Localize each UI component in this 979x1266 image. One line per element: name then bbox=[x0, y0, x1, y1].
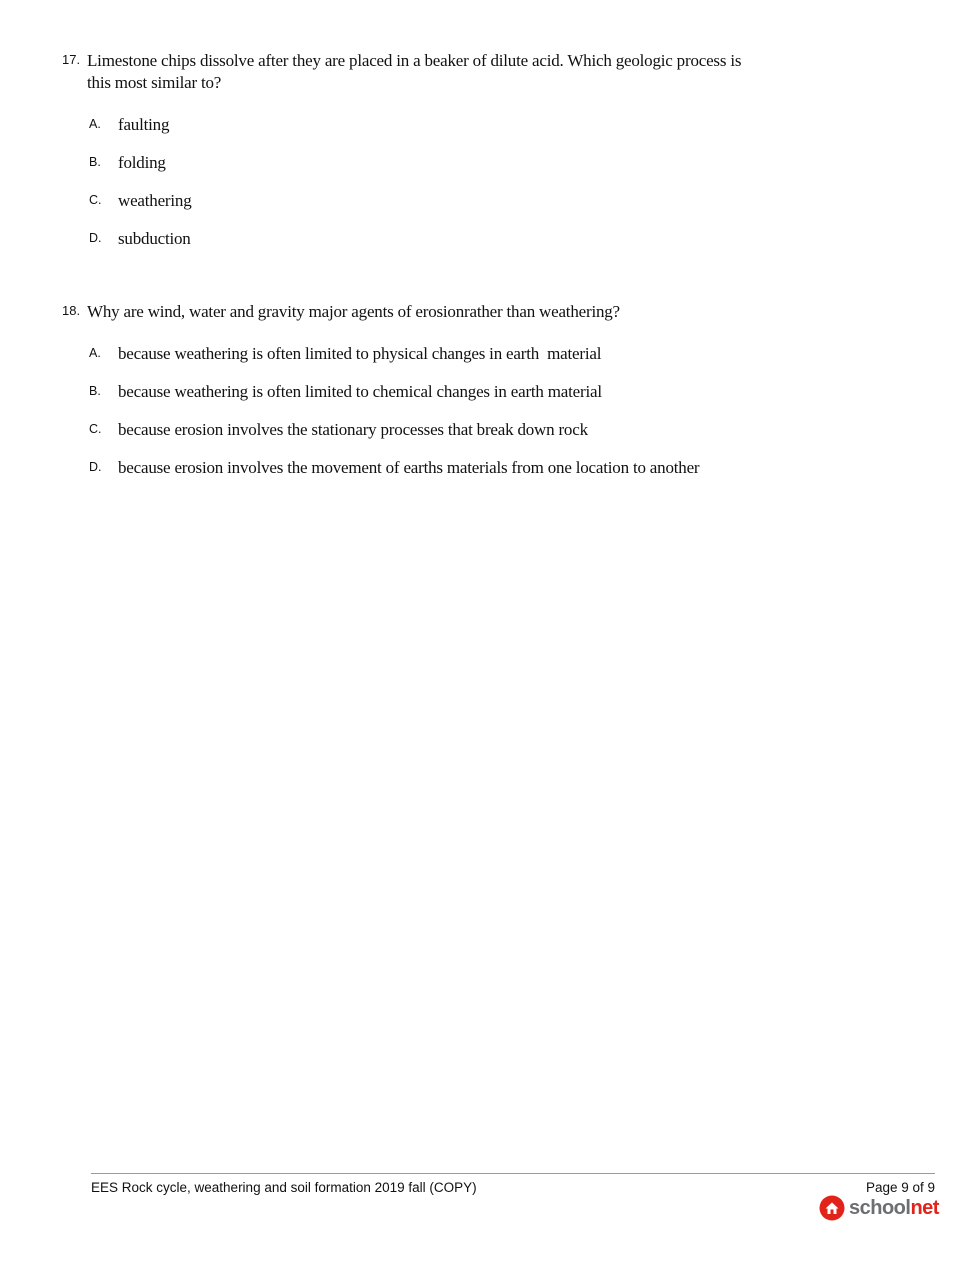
answer-option-a[interactable] bbox=[0, 117, 979, 141]
answer-option-c[interactable] bbox=[0, 193, 979, 217]
option-text: because erosion involves the stationary processes that break down rock bbox=[118, 420, 588, 439]
option-letter: D. bbox=[89, 460, 102, 474]
option-text: because weathering is often limited to chemical changes in earth material bbox=[118, 382, 602, 401]
footer-divider bbox=[91, 1173, 935, 1174]
question-number: 17. bbox=[62, 52, 81, 67]
logo-text-school: school bbox=[849, 1196, 911, 1219]
answer-option-a[interactable] bbox=[0, 346, 979, 370]
option-text: because erosion involves the movement of earths materials from one location to another bbox=[118, 458, 700, 477]
option-letter: A. bbox=[89, 346, 101, 360]
option-text: because weathering is often limited to physical changes in earth material bbox=[118, 344, 602, 363]
answer-option-d[interactable] bbox=[0, 460, 979, 484]
logo-text-net: net bbox=[910, 1196, 939, 1219]
option-text: faulting bbox=[118, 115, 170, 134]
question-text: Why are wind, water and gravity major agents of erosionrather than weathering? bbox=[87, 302, 620, 321]
option-letter: C. bbox=[89, 193, 102, 207]
question-number: 18. bbox=[62, 303, 81, 318]
schoolnet-logo bbox=[819, 1194, 939, 1222]
question-text: Limestone chips dissolve after they are placed in a beaker of dilute acid. Which geologic process is this most similar to? bbox=[87, 51, 742, 92]
answer-option-b[interactable] bbox=[0, 384, 979, 408]
option-letter: B. bbox=[89, 155, 101, 169]
option-text: weathering bbox=[118, 191, 192, 210]
logo-wordmark bbox=[849, 1197, 939, 1220]
option-letter: C. bbox=[89, 422, 102, 436]
option-letter: A. bbox=[89, 117, 101, 131]
footer-test-title: EES Rock cycle, weathering and soil formation 2019 fall (COPY) bbox=[91, 1180, 477, 1195]
answer-option-c[interactable] bbox=[0, 422, 979, 446]
page-indicator: Page 9 of 9 bbox=[865, 1180, 935, 1195]
option-text: subduction bbox=[118, 229, 191, 248]
house-icon bbox=[819, 1195, 845, 1221]
answer-option-b[interactable] bbox=[0, 155, 979, 179]
option-letter: B. bbox=[89, 384, 101, 398]
answer-option-d[interactable] bbox=[0, 231, 979, 255]
option-letter: D. bbox=[89, 231, 102, 245]
option-text: folding bbox=[118, 153, 166, 172]
